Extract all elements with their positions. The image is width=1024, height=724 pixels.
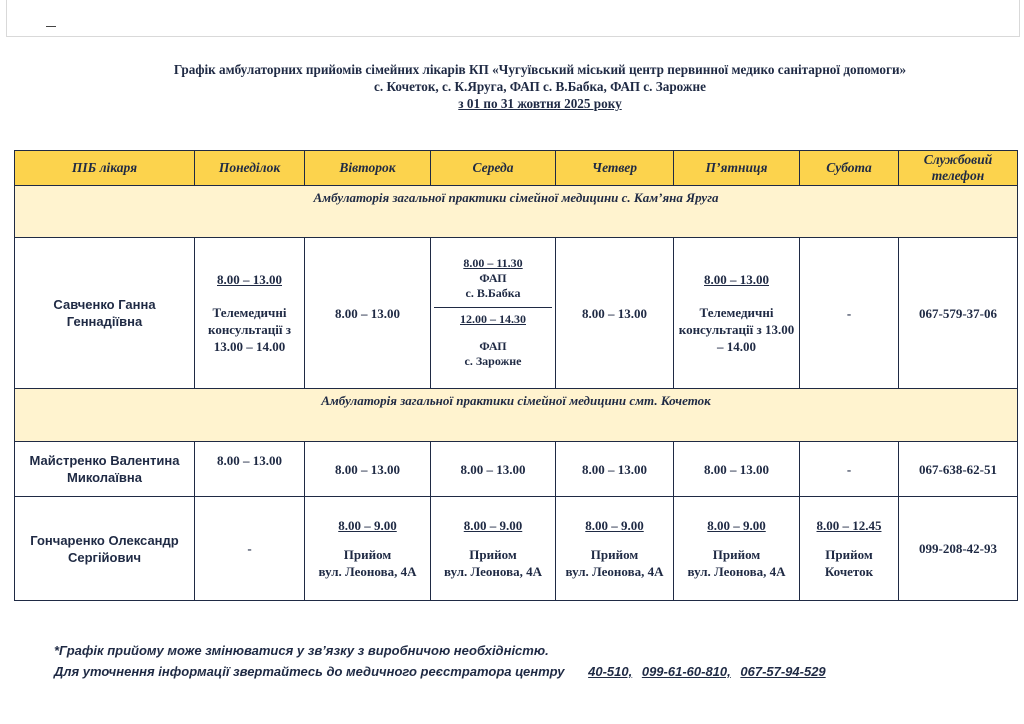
slot-note: Прийом (469, 547, 517, 562)
slot-address: Кочеток (824, 564, 874, 579)
col-saturday: Субота (800, 151, 899, 186)
header-period: з 01 по 31 жовтня 2025 року (458, 96, 622, 111)
schedule-table (14, 150, 1018, 601)
saturday-cell: - (800, 238, 899, 389)
slot-time: 12.00 – 14.30 (460, 311, 526, 326)
slot-village: с. В.Бабка (465, 285, 521, 300)
slot-time: 8.00 – 9.00 (463, 518, 523, 533)
doctor-name: Гончаренко Олександр Сергійович (15, 497, 195, 601)
slot-address: вул. Леонова, 4А (444, 564, 542, 579)
slot-time: 8.00 – 11.30 (463, 255, 523, 270)
top-frame (6, 0, 1020, 37)
table-row (15, 238, 1018, 389)
wednesday-slot-2 (434, 308, 552, 375)
saturday-cell: - (800, 442, 899, 497)
wednesday-slot-1 (434, 252, 552, 308)
friday-cell: 8.00 – 13.00 (674, 442, 800, 497)
section-row (15, 389, 1018, 442)
col-thursday: Четвер (556, 151, 674, 186)
footer-contact-line (54, 661, 826, 682)
section-title: Амбулаторія загальної практики сімейної медицини смт. Кочеток (15, 389, 1018, 442)
col-phone: Службовий телефон (899, 151, 1018, 186)
table-row (15, 442, 1018, 497)
tuesday-cell: 8.00 – 13.00 (305, 238, 431, 389)
slot-note: Прийом (825, 547, 873, 562)
slot-address: вул. Леонова, 4А (687, 564, 786, 579)
section-title: Амбулаторія загальної практики сімейної медицини с. Кам’яна Яруга (15, 186, 1018, 238)
wednesday-cell: 8.00 – 13.00 (431, 442, 556, 497)
monday-cell: - (195, 497, 305, 601)
footer-phone-1: 40-510, (588, 664, 633, 679)
monday-cell: 8.00 – 13.00 (195, 442, 305, 497)
phone-cell: 099-208-42-93 (899, 497, 1018, 601)
thursday-cell: 8.00 – 13.00 (556, 238, 674, 389)
col-monday: Понеділок (195, 151, 305, 186)
tuesday-cell: 8.00 – 13.00 (305, 442, 431, 497)
wednesday-cell (431, 497, 556, 601)
friday-time: 8.00 – 13.00 (704, 272, 769, 287)
monday-cell (195, 238, 305, 389)
table-header-row (15, 151, 1018, 186)
friday-cell (674, 497, 800, 601)
slot-time: 8.00 – 12.45 (816, 518, 882, 533)
slot-place: ФАП (479, 270, 507, 285)
col-doctor: ПІБ лікаря (15, 151, 195, 186)
section-row (15, 186, 1018, 238)
footer-phone-2: 099-61-60-810, (641, 664, 731, 679)
table-row (15, 497, 1018, 601)
phone-cell: 067-638-62-51 (899, 442, 1018, 497)
footer-disclaimer: *Графік прийому може змінюватися у зв’язку з виробничою необхідністю. (54, 643, 549, 658)
slot-time: 8.00 – 9.00 (585, 518, 644, 533)
slot-place: ФАП (479, 338, 507, 353)
thursday-cell: 8.00 – 13.00 (556, 442, 674, 497)
header-title: Графік амбулаторних прийомів сімейних лікарів КП «Чугуївський міський центр первинної медико санітарної допомоги» (173, 62, 907, 77)
thursday-cell (556, 497, 674, 601)
footer-notes (54, 640, 826, 682)
friday-note: Телемедичні консультації з 13.00 – 14.00 (678, 305, 795, 354)
slot-note: Прийом (343, 547, 392, 562)
col-wednesday: Середа (431, 151, 556, 186)
slot-note: Прийом (590, 547, 639, 562)
doctor-name: Савченко Ганна Геннадіївна (15, 238, 195, 389)
saturday-cell (800, 497, 899, 601)
slot-time: 8.00 – 9.00 (707, 518, 766, 533)
document-header (0, 61, 1024, 112)
col-tuesday: Вівторок (305, 151, 431, 186)
tuesday-cell (305, 497, 431, 601)
doctor-name: Майстренко Валентина Миколаївна (15, 442, 195, 497)
slot-time: 8.00 – 9.00 (338, 518, 397, 533)
friday-cell (674, 238, 800, 389)
footer-phone-3: 067-57-94-529 (740, 664, 826, 679)
phone-cell: 067-579-37-06 (899, 238, 1018, 389)
slot-address: вул. Леонова, 4А (318, 564, 417, 579)
slot-village: с. Зарожне (464, 353, 522, 368)
slot-address: вул. Леонова, 4А (565, 564, 664, 579)
dash-mark (46, 26, 56, 27)
slot-note: Прийом (712, 547, 761, 562)
wednesday-cell (431, 238, 556, 389)
col-friday: П’ятниця (674, 151, 800, 186)
monday-time: 8.00 – 13.00 (217, 272, 282, 287)
footer-contact-text: Для уточнення інформації звертайтесь до медичного реєстратора центру (54, 664, 565, 679)
header-locations: с. Кочеток, с. К.Яруга, ФАП с. В.Бабка, ФАП с. Зарожне (374, 79, 706, 94)
monday-note: Телемедичні консультації з 13.00 – 14.00 (208, 305, 291, 354)
